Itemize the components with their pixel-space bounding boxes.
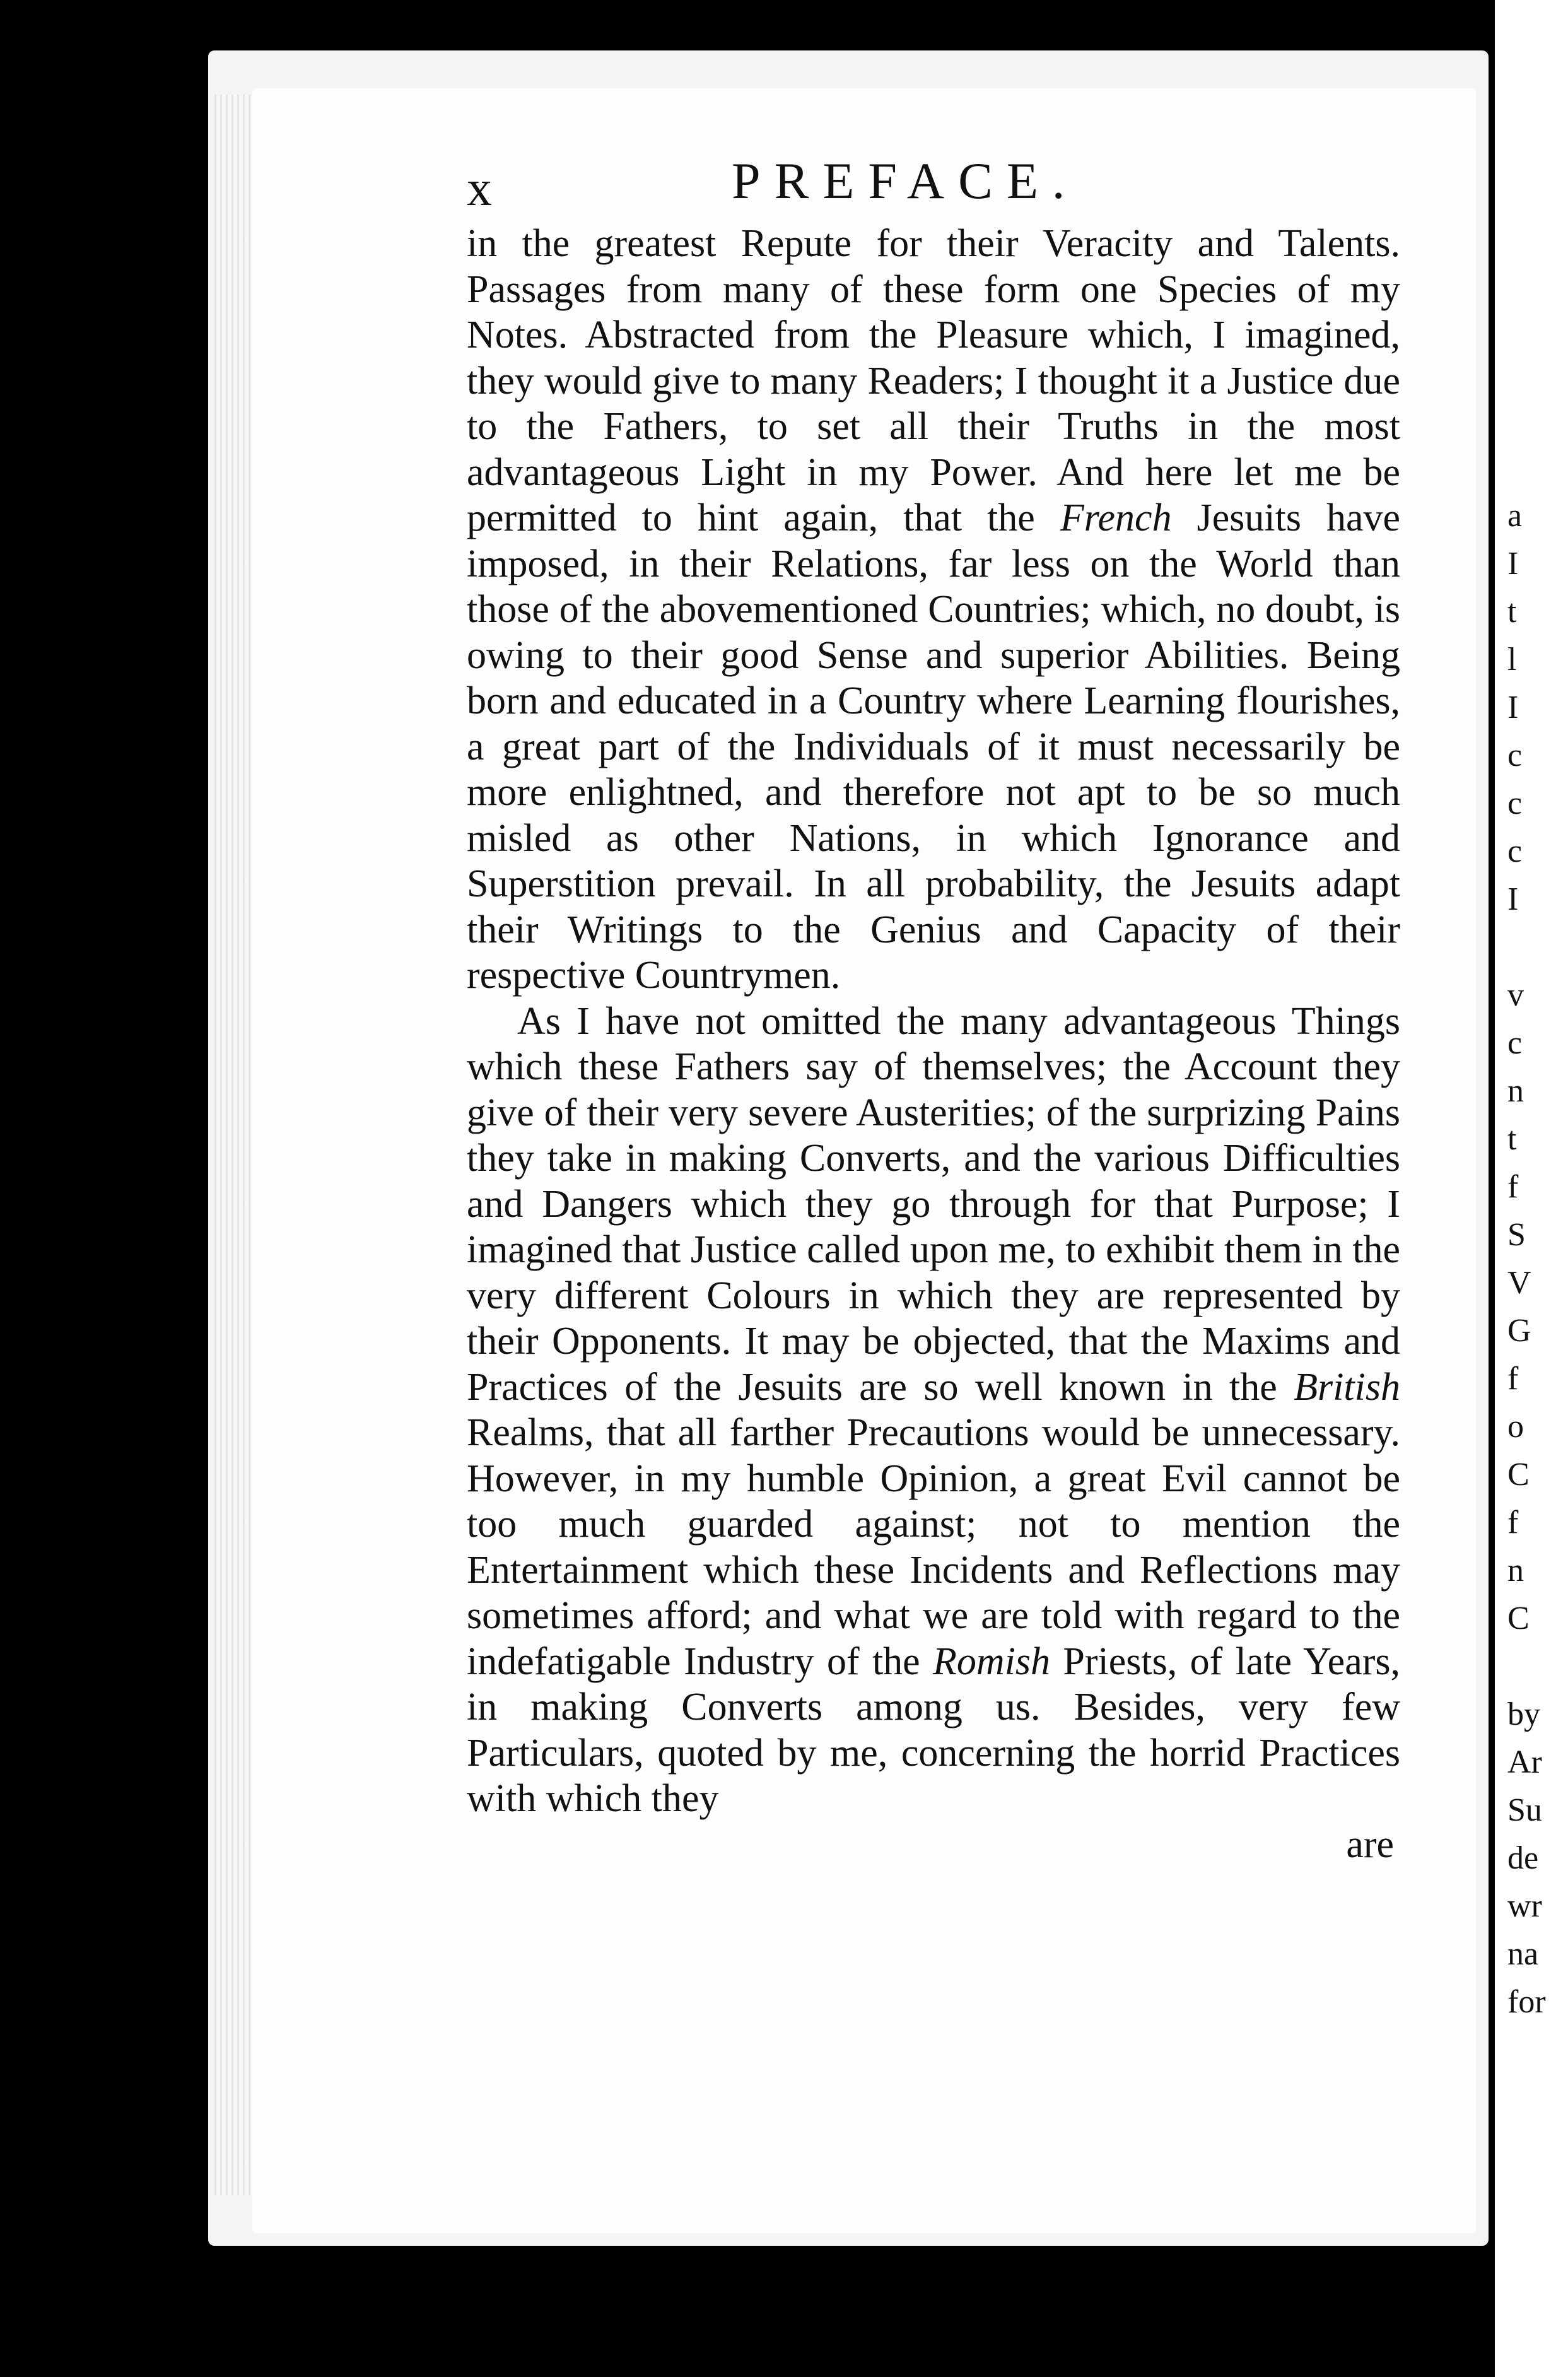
- facing-page-fragment: a: [1507, 498, 1523, 534]
- facing-page-fragment: I: [1507, 690, 1519, 725]
- facing-page-fragment: t: [1507, 1121, 1517, 1157]
- facing-page-fragment: l: [1507, 642, 1517, 678]
- text-run: As I have not omitted the many advantageous Things which these Fathers say of themselves; the Account they give of their very severe Austerities; of the surprizing Pains they take in making Converts, and the various Difficulties and Dangers which they go through for that Purpose; I imagined that Justice called upon me, to exhibit them in the very different Colours in which they are represented by their Opponents. It may be objected, that the Maxims and Practices of the Jesuits are so well known in the: [467, 999, 1400, 1409]
- facing-page-fragment: wr: [1507, 1888, 1542, 1924]
- facing-page-fragment: f: [1507, 1361, 1519, 1397]
- facing-page-fragment: c: [1507, 1025, 1523, 1061]
- facing-page-fragment: n: [1507, 1552, 1524, 1588]
- facing-page-fragment: c: [1507, 833, 1523, 869]
- facing-page-fragment: Su: [1507, 1792, 1542, 1828]
- facing-page-fragment: c: [1507, 737, 1523, 773]
- facing-page-fragment: I: [1507, 546, 1519, 582]
- text-run: Priests, of late Years, in making Converts among us. Besides, very few Particulars, quoted by me, concerning the horrid Practices with which they: [467, 1640, 1400, 1820]
- facing-page-fragment: by: [1507, 1696, 1540, 1732]
- facing-page-fragment: V: [1507, 1265, 1531, 1301]
- running-head: [467, 145, 1400, 221]
- paragraph: [467, 999, 1400, 1822]
- facing-page-fragment: de: [1507, 1840, 1539, 1876]
- facing-page-fragment: I: [1507, 881, 1519, 917]
- text-run: Jesuits have imposed, in their Relations, far less on the World than those of the abovementioned Countries; which, no doubt, is owing to their good Sense and superior Abilities. Being born and educated in a Country where Learning flourishes, a great part of the Individuals of it must necessarily be more enlightned, and therefore not apt to be so much misled as other Nations, in which Ignorance and Superstition prevail. In all probability, the Jesuits adapt their Writings to the Genius and Capacity of their respective Countrymen.: [467, 496, 1400, 997]
- facing-page-fragment: [1507, 1643, 1568, 1691]
- facing-page-fragment: G: [1507, 1313, 1531, 1349]
- italic-text: Romish: [933, 1640, 1051, 1683]
- page-heading: PREFACE.: [732, 152, 1079, 209]
- catchword: are: [1346, 1822, 1394, 1866]
- facing-page-fragment: [1507, 924, 1568, 971]
- facing-page-fragment: C: [1507, 1600, 1530, 1636]
- paragraph: [467, 221, 1400, 999]
- facing-page-fragment: C: [1507, 1457, 1530, 1493]
- facing-page-fragment: n: [1507, 1073, 1524, 1109]
- facing-page-fragment: for: [1507, 1984, 1546, 2020]
- facing-page-fragment: S: [1507, 1217, 1526, 1253]
- facing-page-fragment: t: [1507, 594, 1517, 630]
- facing-page-fragment: f: [1507, 1169, 1519, 1205]
- italic-text: French: [1060, 496, 1172, 539]
- text-run: in the greatest Repute for their Veracity and Talents. Passages from many of these form one Species of my Notes. Abstracted from the Pleasure which, I imagined, they would give to many Readers; I thought it a Justice due to the Fathers, to set all their Truths in the most advantageous Light in my Power. And here let me be permitted to hint again, that the: [467, 222, 1400, 539]
- body-text: [467, 221, 1400, 1822]
- facing-page-fragment: v: [1507, 977, 1524, 1013]
- facing-page-fragment: o: [1507, 1409, 1524, 1445]
- facing-page-fragment: c: [1507, 785, 1523, 821]
- facing-page-text-fragments: [1507, 492, 1568, 2026]
- facing-page-fragment: f: [1507, 1505, 1519, 1541]
- page-content: [467, 145, 1400, 1867]
- facing-page-fragment: Ar: [1507, 1744, 1542, 1780]
- text-run: Realms, that all farther Precautions would be unnecessary. However, in my humble Opinion, a great Evil cannot be too much guarded against; not to mention the Entertainment which these Incidents and Reflections may sometimes afford; and what we are told with regard to the indefatigable Industry of the: [467, 1411, 1400, 1683]
- page-number: x: [467, 161, 492, 216]
- italic-text: British: [1294, 1365, 1400, 1409]
- facing-page-fragment: na: [1507, 1936, 1539, 1972]
